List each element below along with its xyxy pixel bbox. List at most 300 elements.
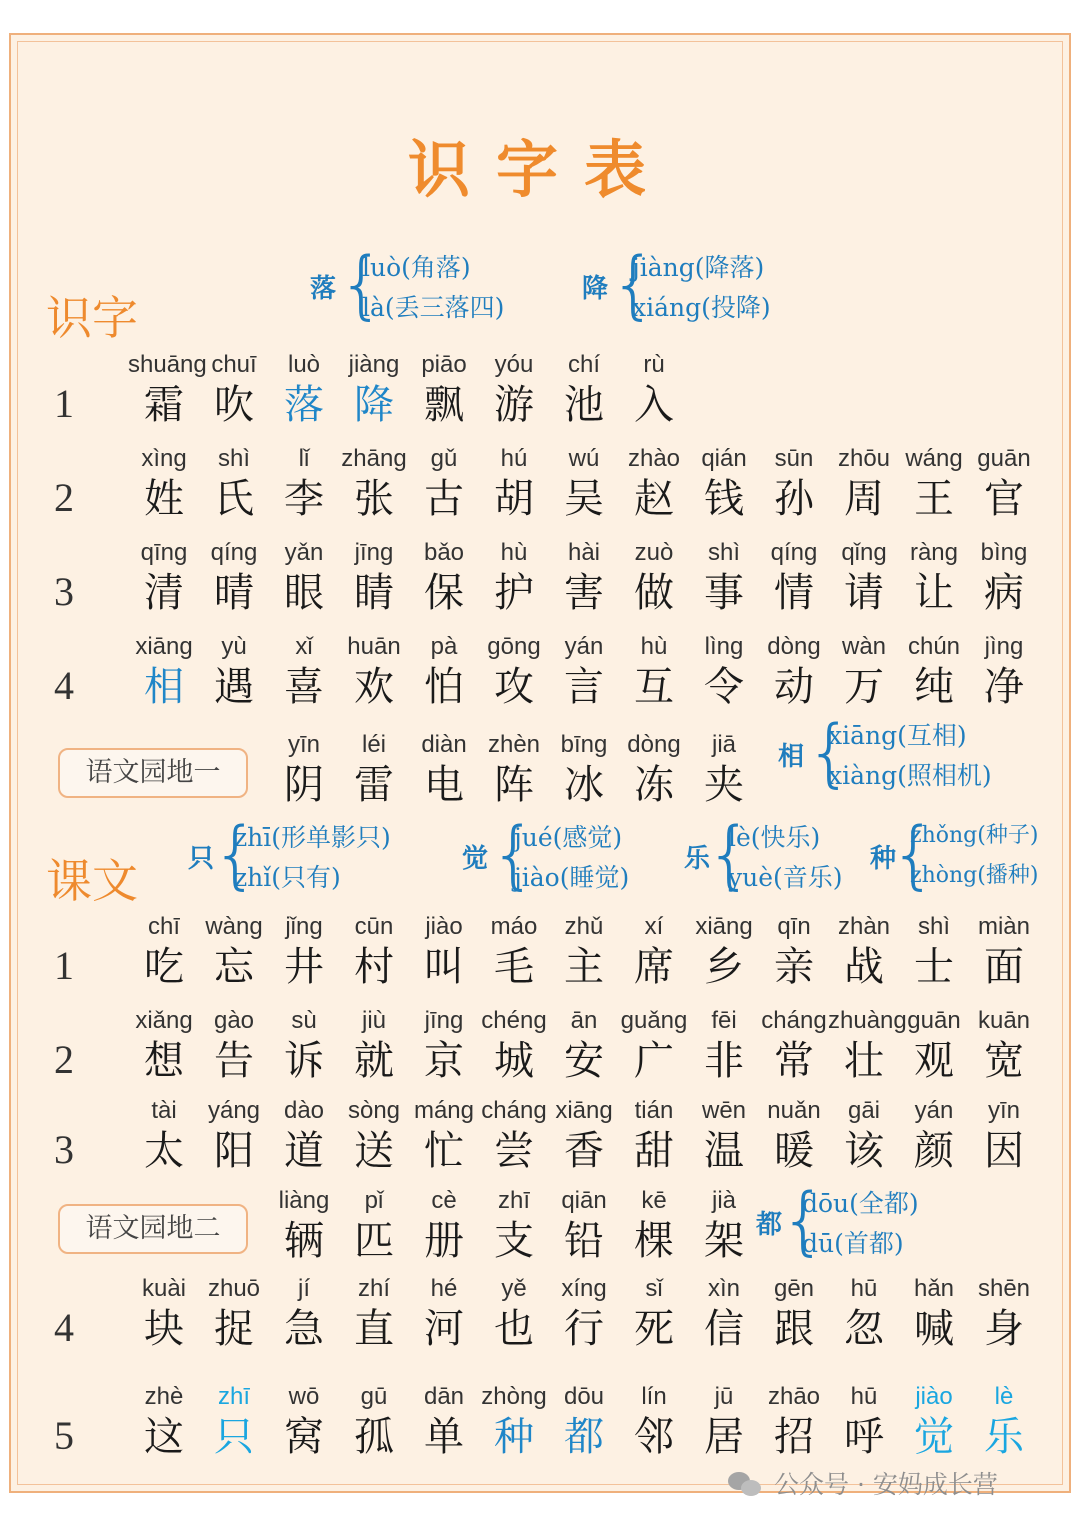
hanzi: 遇	[214, 664, 254, 710]
pinyin: dòng	[627, 731, 681, 758]
hanzi: 支	[494, 1218, 534, 1264]
hanzi: 主	[564, 944, 604, 990]
char-cell	[968, 1274, 1040, 1354]
pinyin: rù	[643, 351, 665, 378]
pinyin: yīn	[987, 1097, 1020, 1124]
hanzi: 吃	[144, 944, 184, 990]
hanzi: 跟	[774, 1306, 814, 1352]
char-cell	[408, 444, 480, 524]
char-cell	[198, 912, 270, 992]
char-cell	[408, 632, 480, 712]
row-label-badge: 语文园地二	[58, 1204, 248, 1254]
char-cell	[478, 1186, 550, 1266]
char-cell	[408, 730, 480, 810]
hanzi: 做	[634, 570, 674, 616]
pinyin: kuài	[141, 1275, 187, 1302]
pinyin: jīng	[424, 1007, 464, 1034]
pinyin: gāi	[847, 1097, 881, 1124]
char-cell	[198, 1274, 270, 1354]
hanzi: 宽	[984, 1038, 1024, 1084]
char-cell	[338, 350, 410, 430]
char-cell	[968, 444, 1040, 524]
char-cell	[128, 444, 200, 524]
pinyin: lè	[994, 1383, 1014, 1410]
char-cell	[478, 538, 550, 618]
hanzi: 窝	[284, 1414, 324, 1460]
pinyin: xìng	[141, 445, 187, 472]
pinyin: lǐ	[298, 445, 310, 472]
pinyin: jǐng	[285, 913, 323, 940]
char-cell	[128, 1096, 200, 1176]
pinyin: nuǎn	[767, 1097, 821, 1124]
char-cell	[408, 350, 480, 430]
hanzi: 棵	[634, 1218, 674, 1264]
char-cell	[478, 730, 550, 810]
char-cell	[548, 350, 620, 430]
char-cell	[618, 730, 690, 810]
hanzi: 眼	[284, 570, 324, 616]
char-cell	[898, 1096, 970, 1176]
pinyin: jiàng	[348, 351, 400, 378]
pinyin: yán	[564, 633, 604, 660]
char-cell	[968, 1006, 1040, 1086]
pinyin: gū	[360, 1383, 388, 1410]
char-cell	[968, 912, 1040, 992]
char-cell	[758, 1096, 830, 1176]
hanzi: 钱	[704, 476, 744, 522]
pinyin: sǐ	[645, 1275, 663, 1302]
hanzi: 纯	[914, 664, 954, 710]
pinyin: xìn	[707, 1275, 740, 1302]
pinyin: dōu	[563, 1383, 605, 1410]
hanzi: 安	[564, 1038, 604, 1084]
hanzi: 送	[354, 1128, 394, 1174]
pinyin: zuò	[634, 539, 674, 566]
hanzi: 害	[564, 570, 604, 616]
pinyin: xǐ	[295, 633, 313, 660]
char-cell	[688, 1006, 760, 1086]
row-number: 1	[54, 381, 74, 426]
pinyin: wú	[568, 445, 600, 472]
pinyin: dān	[423, 1383, 465, 1410]
pinyin: shuāng	[128, 351, 207, 378]
char-cell	[968, 1382, 1040, 1462]
hanzi: 游	[494, 382, 534, 428]
char-cell	[758, 912, 830, 992]
pinyin: qián	[701, 445, 747, 472]
pinyin: jiào	[425, 913, 463, 940]
pinyin: hé	[430, 1275, 458, 1302]
hanzi: 霜	[144, 382, 184, 428]
pinyin: dòng	[767, 633, 821, 660]
pinyin: léi	[361, 731, 386, 758]
pinyin: máng	[413, 1097, 475, 1124]
hanzi: 甜	[634, 1128, 674, 1174]
hanzi: 孙	[774, 476, 814, 522]
row-number: 2	[54, 475, 74, 520]
char-cell	[268, 1274, 340, 1354]
char-cell	[548, 1006, 620, 1086]
char-cell	[828, 632, 900, 712]
hanzi: 这	[144, 1414, 184, 1460]
pinyin: cháng	[761, 1007, 827, 1034]
hanzi: 常	[774, 1038, 814, 1084]
hanzi: 乡	[704, 944, 744, 990]
hanzi: 忽	[844, 1306, 884, 1352]
hanzi: 夹	[704, 762, 744, 808]
pinyin: wēn	[701, 1097, 747, 1124]
pinyin: cè	[431, 1187, 457, 1214]
char-cell	[898, 1382, 970, 1462]
char-cell	[268, 1096, 340, 1176]
hanzi: 张	[354, 476, 394, 522]
hanzi: 广	[634, 1038, 674, 1084]
hanzi: 电	[424, 762, 464, 808]
row-number: 4	[54, 663, 74, 708]
char-cell	[408, 1006, 480, 1086]
hanzi: 因	[984, 1128, 1024, 1174]
char-cell	[828, 912, 900, 992]
pinyin: gōng	[487, 633, 541, 660]
hanzi: 周	[844, 476, 884, 522]
hanzi: 请	[844, 570, 884, 616]
pinyin: qǐng	[841, 539, 887, 566]
pinyin: yě	[501, 1275, 527, 1302]
hanzi: 李	[284, 476, 324, 522]
hanzi: 欢	[354, 664, 394, 710]
char-cell	[268, 444, 340, 524]
pinyin: zhǔ	[564, 913, 604, 940]
pinyin: tián	[634, 1097, 674, 1124]
pinyin: gào	[213, 1007, 255, 1034]
pinyin: wàn	[841, 633, 887, 660]
char-cell	[828, 1096, 900, 1176]
hanzi: 净	[984, 664, 1024, 710]
char-cell	[548, 730, 620, 810]
hanzi: 阴	[284, 762, 324, 808]
pinyin: qíng	[210, 539, 258, 566]
hanzi: 也	[494, 1306, 534, 1352]
pinyin: gǔ	[430, 445, 458, 472]
hanzi: 降	[354, 382, 394, 428]
row-number: 4	[54, 1305, 74, 1350]
char-cell	[408, 912, 480, 992]
char-cell	[128, 632, 200, 712]
char-cell	[548, 632, 620, 712]
hanzi: 道	[284, 1128, 324, 1174]
char-cell	[618, 1186, 690, 1266]
char-cell	[758, 444, 830, 524]
pinyin: sù	[291, 1007, 317, 1034]
hanzi: 招	[774, 1414, 814, 1460]
char-cell	[268, 1186, 340, 1266]
pinyin: yīn	[287, 731, 320, 758]
char-cell	[688, 1274, 760, 1354]
hanzi: 观	[914, 1038, 954, 1084]
row-number: 3	[54, 1127, 74, 1172]
hanzi: 只	[214, 1414, 254, 1460]
hanzi: 告	[214, 1038, 254, 1084]
char-cell	[478, 912, 550, 992]
pinyin: sūn	[774, 445, 814, 472]
hanzi: 孤	[354, 1414, 394, 1460]
pinyin: hū	[850, 1383, 878, 1410]
pinyin: liàng	[278, 1187, 330, 1214]
char-cell	[688, 444, 760, 524]
pinyin: xiǎng	[135, 1007, 193, 1034]
pinyin: chún	[907, 633, 961, 660]
pinyin: yáng	[207, 1097, 261, 1124]
hanzi: 非	[704, 1038, 744, 1084]
char-cell	[478, 1006, 550, 1086]
pinyin: jū	[714, 1383, 734, 1410]
hanzi: 捉	[214, 1306, 254, 1352]
hanzi: 飘	[424, 382, 464, 428]
char-cell	[758, 1006, 830, 1086]
pinyin: qīn	[777, 913, 811, 940]
char-cell	[478, 1382, 550, 1462]
pinyin: cūn	[354, 913, 394, 940]
hanzi: 叫	[424, 944, 464, 990]
char-cell	[618, 538, 690, 618]
pinyin: gēn	[773, 1275, 815, 1302]
pinyin: tài	[151, 1097, 177, 1124]
char-cell	[618, 1006, 690, 1086]
char-cell	[338, 1006, 410, 1086]
row-label-badge: 语文园地一	[58, 748, 248, 798]
pinyin: wáng	[905, 445, 963, 472]
hanzi: 直	[354, 1306, 394, 1352]
wechat-icon	[728, 1468, 764, 1498]
hanzi: 入	[634, 382, 674, 428]
pinyin: hài	[567, 539, 601, 566]
char-cell	[478, 350, 550, 430]
hanzi: 保	[424, 570, 464, 616]
hanzi: 胡	[494, 476, 534, 522]
hanzi: 忘	[214, 944, 254, 990]
pinyin: zhè	[144, 1383, 184, 1410]
row-number: 2	[54, 1037, 74, 1082]
pinyin: ān	[570, 1007, 598, 1034]
hanzi: 动	[774, 664, 814, 710]
hanzi: 晴	[214, 570, 254, 616]
char-cell	[898, 1006, 970, 1086]
pinyin: chī	[147, 913, 180, 940]
hanzi: 事	[704, 570, 744, 616]
char-cell	[128, 538, 200, 618]
char-cell	[688, 632, 760, 712]
char-cell	[338, 730, 410, 810]
pinyin: chí	[567, 351, 600, 378]
char-cell	[618, 1096, 690, 1176]
char-cell	[128, 912, 200, 992]
hanzi: 雷	[354, 762, 394, 808]
pinyin: hù	[500, 539, 528, 566]
hanzi: 喊	[914, 1306, 954, 1352]
char-cell	[758, 632, 830, 712]
pinyin: guān	[977, 445, 1031, 472]
pinyin: pà	[430, 633, 458, 660]
hanzi: 让	[914, 570, 954, 616]
pinyin: bīng	[560, 731, 608, 758]
hanzi: 就	[354, 1038, 394, 1084]
hanzi: 冻	[634, 762, 674, 808]
hanzi: 呼	[844, 1414, 884, 1460]
hanzi: 块	[144, 1306, 184, 1352]
pinyin: hú	[500, 445, 528, 472]
char-cell	[268, 730, 340, 810]
char-cell	[198, 444, 270, 524]
pinyin: kuān	[977, 1007, 1031, 1034]
hanzi: 忙	[424, 1128, 464, 1174]
hanzi: 面	[984, 944, 1024, 990]
pinyin: yán	[914, 1097, 954, 1124]
pinyin: miàn	[977, 913, 1031, 940]
char-cell	[198, 1006, 270, 1086]
char-cell	[478, 632, 550, 712]
row-number: 1	[54, 943, 74, 988]
hanzi: 病	[984, 570, 1024, 616]
hanzi: 情	[774, 570, 814, 616]
watermark-text: 公众号 · 安妈成长营	[774, 1470, 998, 1499]
pinyin: jīng	[354, 539, 394, 566]
pinyin: sòng	[347, 1097, 401, 1124]
char-cell	[688, 538, 760, 618]
hanzi: 种	[494, 1414, 534, 1460]
row-number: 5	[54, 1413, 74, 1458]
char-cell	[968, 632, 1040, 712]
pinyin: jiù	[361, 1007, 386, 1034]
hanzi: 冰	[564, 762, 604, 808]
hanzi: 怕	[424, 664, 464, 710]
char-cell	[618, 912, 690, 992]
section-title-kewen: 课文	[46, 854, 138, 908]
pinyin: ràng	[909, 539, 959, 566]
pinyin: shì	[707, 539, 740, 566]
hanzi: 姓	[144, 476, 184, 522]
watermark	[728, 1465, 998, 1501]
hanzi: 喜	[284, 664, 324, 710]
pinyin: piāo	[421, 351, 467, 378]
hanzi: 香	[564, 1128, 604, 1174]
char-cell	[268, 1382, 340, 1462]
pinyin: guǎng	[620, 1007, 688, 1034]
hanzi: 吴	[564, 476, 604, 522]
pinyin: shì	[917, 913, 950, 940]
char-cell	[128, 1274, 200, 1354]
pinyin: xiāng	[695, 913, 753, 940]
char-cell	[408, 1096, 480, 1176]
char-cell	[338, 912, 410, 992]
char-cell	[548, 1274, 620, 1354]
hanzi: 铅	[564, 1218, 604, 1264]
char-cell	[268, 350, 340, 430]
char-cell	[898, 912, 970, 992]
pinyin: zhī	[217, 1383, 250, 1410]
char-cell	[478, 1274, 550, 1354]
char-cell	[338, 538, 410, 618]
char-cell	[548, 912, 620, 992]
pinyin: zhuō	[207, 1275, 261, 1302]
hanzi: 清	[144, 570, 184, 616]
pinyin: zhāng	[341, 445, 407, 472]
char-cell	[268, 1006, 340, 1086]
pinyin: yù	[221, 633, 247, 660]
hanzi: 赵	[634, 476, 674, 522]
pinyin: xiāng	[135, 633, 193, 660]
char-cell	[688, 1186, 760, 1266]
char-cell	[618, 1382, 690, 1462]
hanzi: 毛	[494, 944, 534, 990]
pinyin: wō	[288, 1383, 320, 1410]
hanzi: 壮	[844, 1038, 884, 1084]
row-number: 3	[54, 569, 74, 614]
hanzi: 都	[564, 1414, 604, 1460]
hanzi: 京	[424, 1038, 464, 1084]
pinyin: zhàn	[837, 913, 891, 940]
pinyin: jí	[298, 1275, 310, 1302]
hanzi: 册	[424, 1218, 464, 1264]
char-cell	[758, 1274, 830, 1354]
pinyin: chuī	[211, 351, 257, 378]
pinyin: qiān	[561, 1187, 607, 1214]
pinyin: máo	[490, 913, 538, 940]
char-cell	[268, 632, 340, 712]
pinyin: dào	[283, 1097, 325, 1124]
char-cell	[548, 538, 620, 618]
pinyin: bìng	[980, 539, 1028, 566]
pinyin: diàn	[421, 731, 467, 758]
pinyin: fēi	[711, 1007, 737, 1034]
hanzi: 架	[704, 1218, 744, 1264]
char-cell	[688, 1096, 760, 1176]
hanzi: 颜	[914, 1128, 954, 1174]
char-cell	[338, 1274, 410, 1354]
hanzi: 吹	[214, 382, 254, 428]
hanzi: 死	[634, 1306, 674, 1352]
char-cell	[478, 444, 550, 524]
char-cell	[898, 1274, 970, 1354]
char-cell	[898, 444, 970, 524]
hanzi: 太	[144, 1128, 184, 1174]
pinyin: cháng	[481, 1097, 547, 1124]
char-cell	[828, 538, 900, 618]
hanzi: 战	[844, 944, 884, 990]
pinyin: yǎn	[284, 539, 324, 566]
pinyin: jià	[711, 1187, 736, 1214]
hanzi: 攻	[494, 664, 534, 710]
hanzi: 温	[704, 1128, 744, 1174]
page-title: 识字表	[407, 133, 672, 206]
pinyin: shēn	[977, 1275, 1031, 1302]
hanzi: 尝	[494, 1128, 534, 1174]
char-cell	[268, 538, 340, 618]
hanzi: 官	[984, 476, 1024, 522]
hanzi: 辆	[284, 1218, 324, 1264]
pinyin: wàng	[205, 913, 263, 940]
char-cell	[828, 444, 900, 524]
hanzi: 匹	[354, 1218, 394, 1264]
pinyin: luò	[287, 351, 321, 378]
pinyin: jìng	[984, 633, 1024, 660]
hanzi: 觉	[914, 1414, 954, 1460]
char-cell	[618, 632, 690, 712]
char-cell	[548, 1096, 620, 1176]
hanzi: 阵	[494, 762, 534, 808]
char-cell	[548, 1186, 620, 1266]
pinyin: kē	[641, 1187, 667, 1214]
pinyin: jiào	[915, 1383, 953, 1410]
